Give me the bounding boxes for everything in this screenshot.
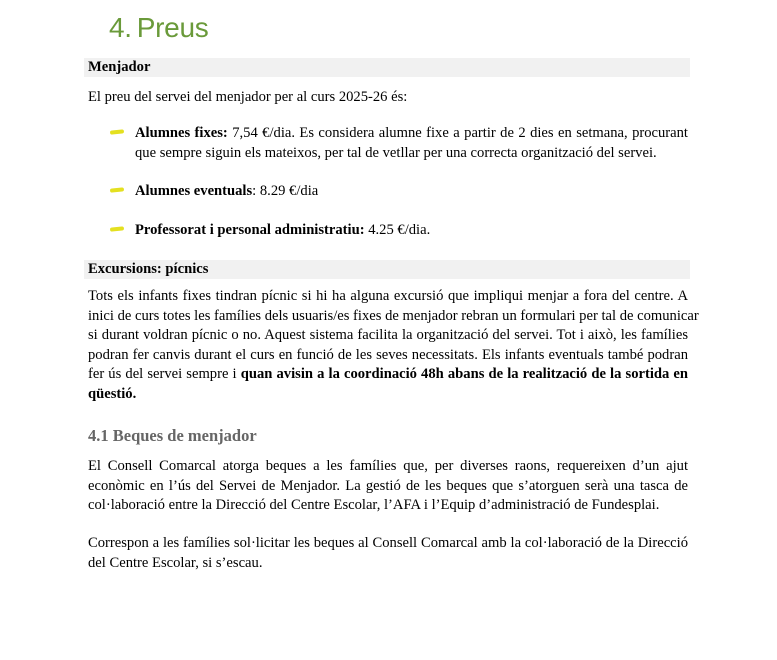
beques-heading: 4.1 Beques de menjador [88,426,257,445]
menjador-intro: El preu del servei del menjador per al curs 2025-26 és: [88,89,408,105]
list-item: Alumnes fixes: 7,54 €/dia. Es considera alumne fixe a partir de 2 dies en setmana, procurant [135,125,688,141]
text-line: qüestió. [88,385,137,402]
text-line: econòmic en l’ús del Servei de Menjador. La gestió de les beques que s’atorguen serà una tasca de [88,477,688,494]
bullet-marker-icon [110,226,124,231]
text-line: si durant voldran pícnic o no. Aquest sistema facilita la organització del servei. Tot i això, les famílies [88,327,688,343]
text-line: Tots els infants fixes tindran pícnic si hi ha alguna excursió que impliqui menjar a fora del centre. A [88,288,688,304]
text-line: del Centre Escolar, si s’escau. [88,554,263,571]
text-line: podran fer canvis durant el curs en funció de les seves necessitats. Els infants eventuals també podran [88,346,688,363]
text-line: col·laboració entre la Direcció del Centre Escolar, l’AFA i l’Equip d’administració de Fundesplai. [88,497,660,513]
text-line: El Consell Comarcal atorga beques a les famílies que, per diverses raons, requereixen d’un ajut [88,458,688,474]
text-line: inici de curs totes les famílies dels usuaris/es fixes de menjador rebran un formulari per tal de comunicar [88,307,699,324]
section-heading: 4. Preus [109,12,209,43]
bullet-marker-icon [110,187,124,192]
list-item-continuation: que sempre siguin els mateixos, per tal de vetllar per una correcta organització del servei. [135,145,657,161]
bullet-marker-icon [110,129,124,134]
excursions-heading: Excursions: pícnics [84,260,690,279]
list-item: Professorat i personal administratiu: 4.25 €/dia. [135,222,431,238]
list-item: Alumnes eventuals: 8.29 €/dia [135,183,319,199]
text-line: fer ús del servei sempre i quan avisin a la coordinació 48h abans de la realització de la sortida en [88,366,689,382]
menjador-heading: Menjador [84,58,690,77]
text-line: Correspon a les famílies sol·licitar les beques al Consell Comarcal amb la col·laboració de la Direcció [88,535,688,551]
